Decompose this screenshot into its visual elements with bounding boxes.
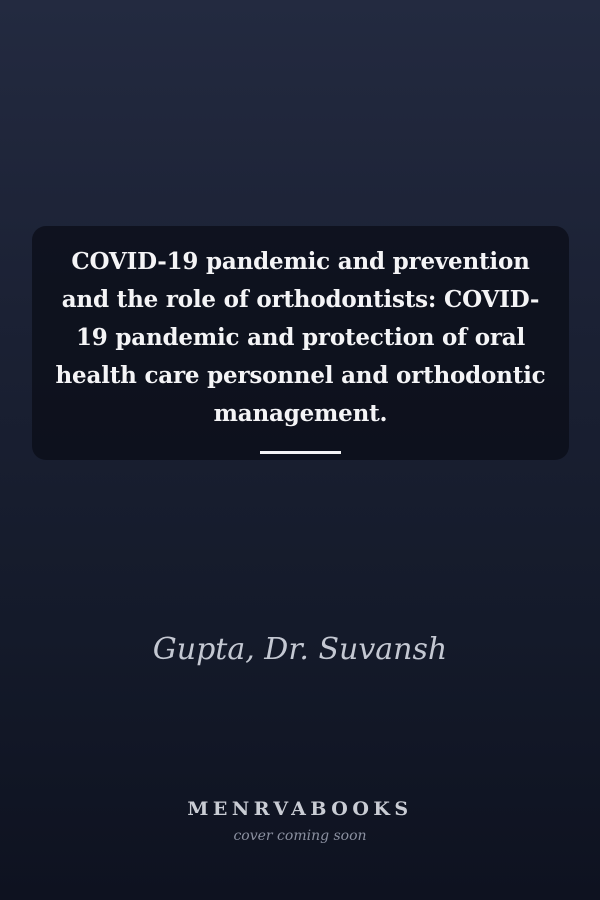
book-title: COVID-19 pandemic and prevention and the role of orthodontists: COVID-19 pandemic and protection of oral health care personnel and orthodontic management.: [55, 248, 546, 427]
title-panel: [32, 226, 569, 460]
book-author: Gupta, Dr. Suvansh: [152, 632, 448, 667]
cover-placeholder-note: cover coming soon: [233, 828, 367, 844]
publisher-name: MENRVABOOKS: [187, 798, 413, 820]
title-divider: [260, 451, 341, 454]
